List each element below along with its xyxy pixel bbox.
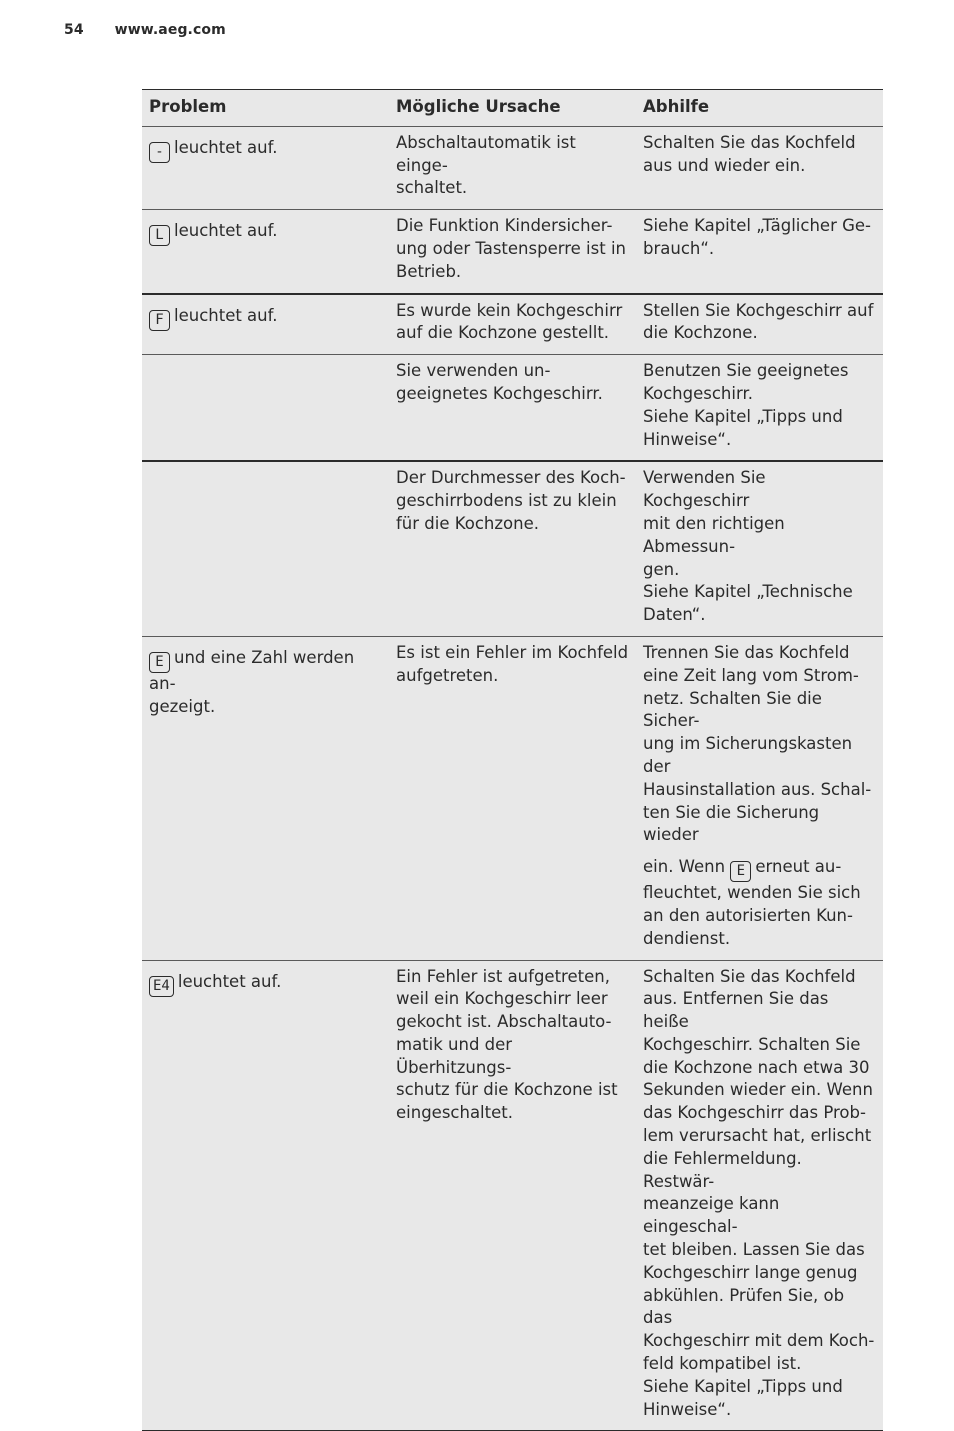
table-row — [142, 461, 883, 636]
problem-cell — [142, 636, 389, 960]
problem-text: und eine Zahl werden an- — [149, 647, 355, 693]
remedy-line: meanzeige kann eingeschal- — [643, 1194, 780, 1237]
remedy-line: Sekunden wieder ein. Wenn — [643, 1080, 873, 1100]
problem-text: leuchtet auf. — [174, 221, 278, 241]
remedy-cell — [636, 960, 883, 1431]
table-row — [142, 960, 883, 1431]
remedy-line: die Kochzone nach etwa 30 — [643, 1057, 870, 1077]
remedy-line: tet bleiben. Lassen Sie das — [643, 1240, 865, 1260]
cause-cell — [389, 210, 636, 294]
cause-line: ung oder Tastensperre ist in — [396, 238, 626, 258]
remedy-line: die Kochzone. — [643, 323, 758, 343]
troubleshooting-table — [142, 89, 883, 1431]
cause-line: Der Durchmesser des Koch- — [396, 468, 626, 488]
remedy-line: an den autorisierten Kun- — [643, 905, 853, 925]
remedy-line: netz. Schalten Sie die Sicher- — [643, 688, 822, 731]
problem-cell — [142, 126, 389, 209]
website-url: www.aeg.com — [114, 22, 226, 38]
cause-line: auf die Kochzone gestellt. — [396, 323, 610, 343]
cause-line: Es ist ein Fehler im Kochfeld — [396, 642, 629, 662]
remedy-line: Kochgeschirr. Schalten Sie — [643, 1034, 861, 1054]
remedy-line: ten Sie die Sicherung wieder — [643, 802, 820, 845]
cause-line: für die Kochzone. — [396, 513, 539, 533]
cause-line: geschirrbodens ist zu klein — [396, 491, 617, 511]
table-header-row — [142, 90, 883, 127]
remedy-line: Kochgeschirr mit dem Koch- — [643, 1331, 875, 1351]
display-symbol-icon: L — [149, 225, 170, 246]
cause-line: Abschaltautomatik ist einge- — [396, 132, 576, 175]
display-symbol-icon: E — [730, 861, 751, 882]
remedy-line: eine Zeit lang vom Strom- — [643, 665, 859, 685]
remedy-line: Kochgeschirr. — [643, 383, 753, 403]
remedy-line: lem verursacht hat, erlischt — [643, 1126, 872, 1146]
cause-cell — [389, 294, 636, 355]
problem-cell — [142, 461, 389, 636]
problem-cell — [142, 960, 389, 1431]
cause-cell — [389, 355, 636, 462]
table-row — [142, 126, 883, 209]
remedy-line: feld kompatibel ist. — [643, 1354, 802, 1374]
column-header-cause: Mögliche Ursache — [389, 90, 636, 127]
display-symbol-icon: E — [149, 652, 170, 673]
remedy-line: Schalten Sie das Kochfeld — [643, 132, 856, 152]
remedy-cell — [636, 461, 883, 636]
remedy-line: gen. — [643, 559, 680, 579]
remedy-cell — [636, 355, 883, 462]
cause-cell — [389, 636, 636, 960]
remedy-line: ung im Sicherungskasten der — [643, 734, 853, 776]
cause-line: weil ein Kochgeschirr leer — [396, 989, 608, 1009]
problem-cell — [142, 294, 389, 355]
remedy-line: abkühlen. Prüfen Sie, ob das — [643, 1285, 845, 1328]
problem-cell — [142, 210, 389, 294]
table-row — [142, 355, 883, 462]
remedy-line: Hausinstallation aus. Schal- — [643, 779, 872, 799]
problem-cell — [142, 355, 389, 462]
cause-line: Betrieb. — [396, 261, 462, 281]
remedy-line: Daten“. — [643, 605, 706, 625]
cause-line: Die Funktion Kindersicher- — [396, 216, 613, 236]
remedy-line: Trennen Sie das Kochfeld — [643, 642, 850, 662]
remedy-line: Verwenden Sie Kochgeschirr — [643, 468, 766, 511]
cause-line: gekocht ist. Abschaltauto- — [396, 1012, 612, 1032]
page-header — [64, 22, 226, 38]
remedy-cell — [636, 636, 883, 960]
remedy-line: mit den richtigen Abmessun- — [643, 513, 785, 556]
problem-text: leuchtet auf. — [174, 137, 278, 157]
cause-line: matik und der Überhitzungs- — [396, 1034, 513, 1077]
remedy-line: aus. Entfernen Sie das heiße — [643, 989, 829, 1032]
remedy-cell — [636, 210, 883, 294]
remedy-line: aus und wieder ein. — [643, 155, 806, 175]
cause-line: Es wurde kein Kochgeschirr — [396, 300, 623, 320]
remedy-line: Siehe Kapitel „Technische — [643, 582, 853, 602]
cause-cell — [389, 960, 636, 1431]
remedy-line: Stellen Sie Kochgeschirr auf — [643, 300, 874, 320]
cause-line: eingeschaltet. — [396, 1103, 513, 1123]
column-header-remedy: Abhilfe — [636, 90, 883, 127]
cause-cell — [389, 126, 636, 209]
remedy-line: Kochgeschirr lange genug — [643, 1262, 858, 1282]
cause-line: schutz für die Kochzone ist — [396, 1080, 618, 1100]
table-row — [142, 210, 883, 294]
remedy-line: Schalten Sie das Kochfeld — [643, 966, 856, 986]
remedy-cell — [636, 294, 883, 355]
table-row — [142, 636, 883, 960]
remedy-line: die Fehlermeldung. Restwär- — [643, 1148, 802, 1191]
cause-line: geeignetes Kochgeschirr. — [396, 383, 603, 403]
problem-line: gezeigt. — [149, 696, 216, 716]
remedy-line: Hinweise“. — [643, 1399, 732, 1419]
display-symbol-icon: E4 — [149, 976, 174, 997]
remedy-line: fleuchtet, wenden Sie sich — [643, 883, 861, 903]
remedy-cell — [636, 126, 883, 209]
column-header-problem: Problem — [142, 90, 389, 127]
remedy-line: Siehe Kapitel „Tipps und — [643, 406, 843, 426]
problem-text: leuchtet auf. — [174, 305, 278, 325]
remedy-line: dendienst. — [643, 928, 731, 948]
display-symbol-icon: F — [149, 310, 170, 331]
page-number: 54 — [64, 22, 84, 38]
remedy-line: Siehe Kapitel „Täglicher Ge- — [643, 216, 871, 236]
problem-line — [149, 647, 383, 696]
remedy-text: erneut au- — [755, 857, 842, 877]
table-row — [142, 294, 883, 355]
cause-line: Ein Fehler ist aufgetreten, — [396, 966, 610, 986]
cause-line: schaltet. — [396, 178, 468, 198]
remedy-line: brauch“. — [643, 238, 715, 258]
remedy-line: Hinweise“. — [643, 429, 732, 449]
cause-line: Sie verwenden un- — [396, 361, 551, 381]
problem-text: leuchtet auf. — [177, 971, 282, 991]
display-symbol-icon: - — [149, 142, 170, 163]
remedy-line: Benutzen Sie geeignetes — [643, 361, 849, 381]
cause-cell — [389, 461, 636, 636]
cause-line: aufgetreten. — [396, 665, 499, 685]
remedy-line: das Kochgeschirr das Prob- — [643, 1103, 866, 1123]
remedy-line: Siehe Kapitel „Tipps und — [643, 1376, 843, 1396]
remedy-text: ein. Wenn — [643, 857, 726, 877]
remedy-line — [643, 856, 877, 882]
